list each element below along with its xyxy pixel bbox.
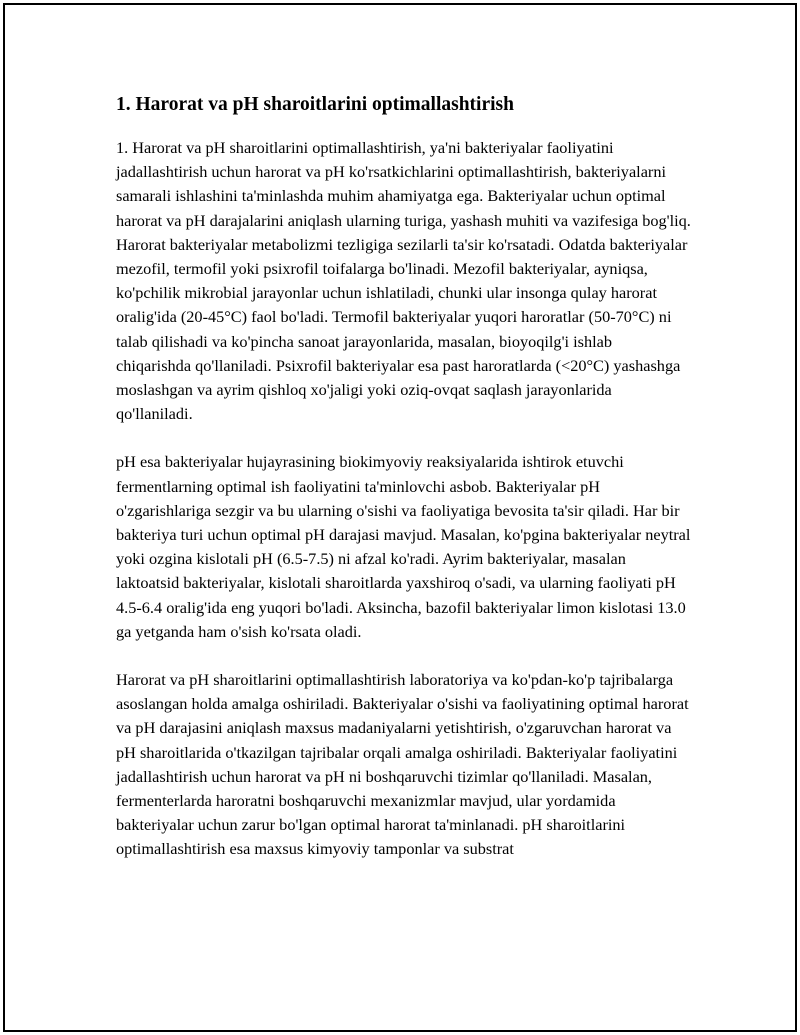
section-heading: 1. Harorat va pH sharoitlarini optimallashtirish	[116, 94, 514, 115]
document-body	[116, 92, 691, 886]
paragraph-temperature: 1. Harorat va pH sharoitlarini optimallashtirish, ya'ni bakteriyalar faoliyatini jadallashtirish uchun harorat va pH ko'rsatkichlarini optimallashtirish, bakteriyalarni samarali ishlashini ta'minlashda muhim ahamiyatga ega. Bakteriyalar uchun optimal harorat va pH darajalarini aniqlash ularning turiga, yashash muhiti va vazifesiga bog'liq. Harorat bakteriyalar metabolizmi tezligiga sezilarli ta'sir ko'rsatadi. Odatda bakteriyalar mezofil, termofil yoki psixrofil toifalarga bo'linadi. Mezofil bakteriyalar, ayniqsa, ko'pchilik mikrobial jarayonlar uchun ishlatiladi, chunki ular insonga qulay harorat oralig'ida (20-45°C) faol bo'ladi. Termofil bakteriyalar yuqori haroratlar (50-70°C) ni talab qilishadi va ko'pincha sanoat jarayonlarida, masalan, bioyoqilg'i ishlab chiqarishda qo'llaniladi. Psixrofil bakteriyalar esa past haroratlarda (<20°C) yashashga moslashgan va ayrim qishloq xo'jaligi yoki oziq-ovqat saqlash jarayonlarida qo'llaniladi.	[116, 138, 691, 424]
paragraph-ph: pH esa bakteriyalar hujayrasining biokimyoviy reaksiyalarida ishtirok etuvchi fermentlarning optimal ish faoliyatini ta'minlovchi asbob. Bakteriyalar pH o'zgarishlariga sezgir va bu ularning o'sishi va faoliyatiga bevosita ta'sir qiladi. Har bir bakteriya turi uchun optimal pH darajasi mavjud. Masalan, ko'pgina bakteriyalar neytral yoki ozgina kislotali pH (6.5-7.5) ni afzal ko'radi. Ayrim bakteriyalar, masalan laktoatsid bakteriyalar, kislotali sharoitlarda yaxshiroq o'sadi, va ularning faoliyati pH 4.5-6.4 oralig'ida eng yuqori bo'ladi. Aksincha, bazofil bakteriyalar limon kislotasi 13.0 ga yetganda ham o'sish ko'rsata oladi.	[116, 452, 691, 641]
paragraph-optimization-methods: Harorat va pH sharoitlarini optimallashtirish laboratoriya va ko'pdan-ko'p tajribalarga asoslangan holda amalga oshiriladi. Bakteriyalar o'sishi va faoliyatining optimal harorat va pH darajasini aniqlash maxsus madaniyalarni yetishtirish, o'zgaruvchan harorat va pH sharoitlarida o'tkazilgan tajribalar orqali amalga oshiriladi. Bakteriyalar faoliyatini jadallashtirish uchun harorat va pH ni boshqaruvchi tizimlar qo'llaniladi. Masalan, fermenterlarda haroratni boshqaruvchi mexanizmlar mavjud, ular yordamida bakteriyalar uchun zarur bo'lgan optimal harorat ta'minlanadi. pH sharoitlarini optimallashtirish esa maxsus kimyoviy tamponlar va substrat	[116, 670, 689, 859]
